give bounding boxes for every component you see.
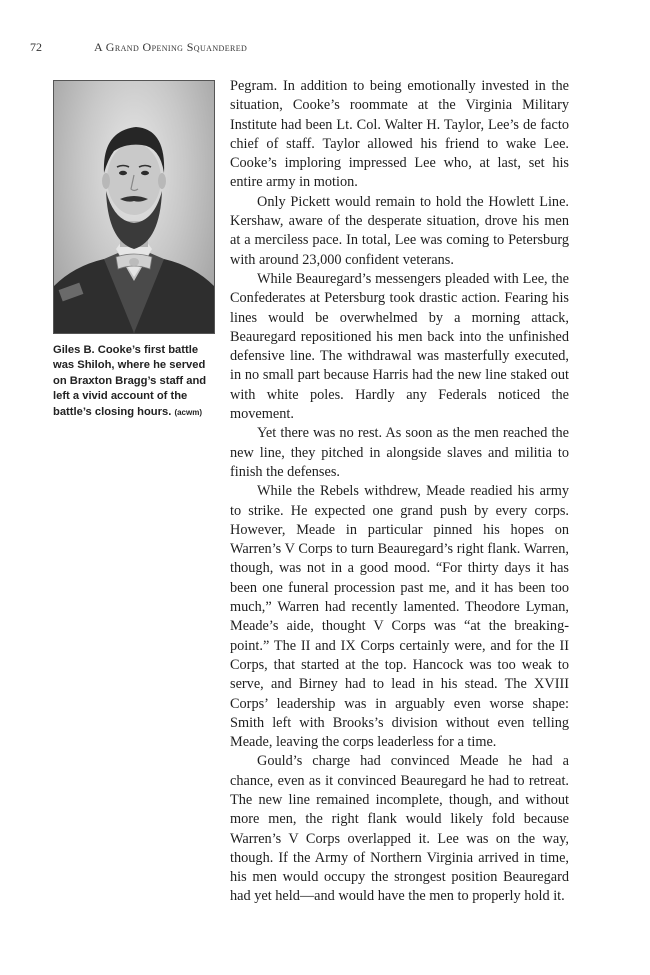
page-header bbox=[30, 40, 590, 56]
running-head: A Grand Opening Squandered bbox=[94, 40, 248, 54]
portrait-illustration bbox=[54, 81, 214, 333]
paragraph: Yet there was no rest. As soon as the men reached the new line, they pitched in alongside slaves and militia to finish the defenses. bbox=[230, 425, 569, 480]
paragraph: While Beauregard’s messengers pleaded with Lee, the Confederates at Petersburg took drastic action. Fearing his lines would be overwhelmed by a morning attack, Beauregard repositioned his men back into the unfinished defensive line. The withdrawal was masterfully executed, in no small part because Harris had the new line staked out with white poles. Hardly any Federals noticed the movement. bbox=[230, 270, 569, 423]
caption-credit: (acwm) bbox=[174, 407, 202, 417]
figure-caption bbox=[53, 343, 218, 420]
paragraph: While the Rebels withdrew, Meade readied his army to strike. He expected one grand push by every corps. However, Meade in particular pinned his hopes on Warren’s V Corps to turn Beauregard’s right flank. Warren, though, was not in a good mood. “For thirty days it has been one funeral procession past me, and it has been too much,” Warren had recently lamented. Theodore Lyman, Meade’s aide, thought V Corps was “at the breaking-point.” The II and IX Corps certainly were, and for the II Corps, that started at the top. Hancock was too weak to serve, and Birney had to lead in his stead. The XVIII Corps’ leadership was in arguably even worse shape: Smith left with Brooks’s division without even telling Meade, leaving the corps leaderless for a time. bbox=[230, 483, 569, 751]
paragraph: Pegram. In addition to being emotionally invested in the situation, Cooke’s roommate at the Virginia Military Institute had been Lt. Col. Walter H. Taylor, Lee’s de facto chief of staff. Taylor allowed his friend to wake Lee. Cooke’s imploring impressed Lee who, at last, set his entire army in motion. bbox=[230, 78, 569, 191]
paragraph: Gould’s charge had convinced Meade he had a chance, even as it convinced Beauregard he had to retreat. The new line remained incomplete, though, and without more men, the right flank would likely fold because Warren’s V Corps overlapped it. Lee was on the way, though. If the Army of Northern Virginia arrived in time, his men would occupy the strongest position Beauregard had yet held—and would have the men to properly hold it. bbox=[230, 753, 569, 905]
portrait-photo bbox=[53, 80, 215, 334]
caption-text: Giles B. Cooke’s first battle was Shiloh, where he served on Braxton Bragg’s staff and left a vivid account of the battle’s closing hours. bbox=[53, 344, 207, 418]
paragraph: Only Pickett would remain to hold the Howlett Line. Kershaw, aware of the desperate situation, drove his men at a merciless pace. In total, Lee was coming to Petersburg with around 23,000 confident veterans. bbox=[230, 193, 569, 268]
page-number: 72 bbox=[30, 40, 42, 54]
body-text bbox=[230, 77, 569, 907]
